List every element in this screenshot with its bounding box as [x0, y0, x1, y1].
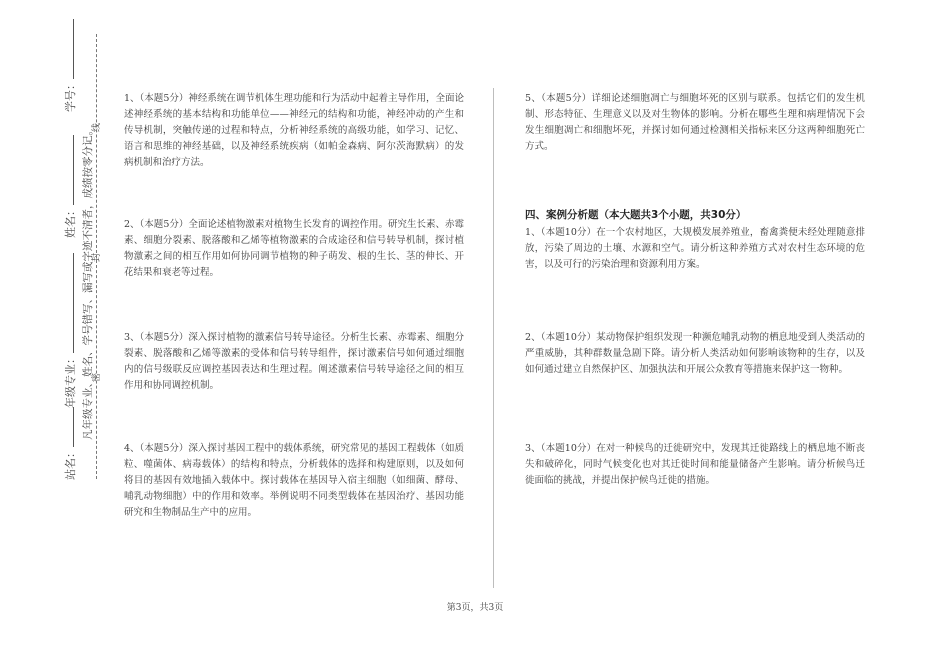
question-2: 2、（本题5分）全面论述植物激素对植物生长发育的调控作用。研究生长素、赤霉素、细胞分裂素、脱落酸和乙烯等植物激素的合成途径和信号转导机制，探讨植物激素之间的相互作用如何协同调节植物的种子萌发、根的生长、茎的伸长、开花结果和衰老等过程。 [124, 219, 464, 278]
case-question-1: 1、（本题10分）在一个农村地区，大规模发展养殖业，畜禽粪便未经处理随意排放，污染了周边的土壤、水源和空气。请分析这种养殖方式对农村生态环境的危害，以及可行的污染治理和资源利用方案。 [525, 227, 865, 270]
name-blank[interactable] [63, 135, 74, 205]
section-heading-case-analysis: 四、案例分析题（本大题共3个小题，共30分） [525, 209, 747, 221]
seal-char-feng: 封 [92, 252, 102, 262]
case-question-2: 2、（本题10分）某动物保护组织发现一种濒危哺乳动物的栖息地受到人类活动的严重威胁，其种群数量急剧下降。请分析人类活动如何影响该物种的生存，以及如何通过建立自然保护区、加强执法和开展公众教育等措施来保护这一物种。 [525, 332, 865, 375]
question-5: 5、（本题5分）详细论述细胞凋亡与细胞坏死的区别与联系。包括它们的发生机制、形态特征、生理意义以及对生物体的影响。分析在哪些生理和病理情况下会发生细胞凋亡和细胞坏死，并探讨如何通过检测相关指标来区分这两种细胞死亡方式。 [525, 93, 865, 152]
page-footer: 第3页，共3页 [446, 603, 504, 613]
student-id-blank[interactable] [63, 19, 74, 79]
student-id-label: 学号： [62, 19, 78, 112]
binding-notice: 凡年级专业、姓名、学号错写、漏写或字迹不清者，成绩按零分记。 [82, 125, 94, 440]
name-label: 姓名： [62, 135, 78, 238]
column-divider [493, 88, 494, 588]
grade-major-blank[interactable] [63, 253, 74, 353]
question-3: 3、（本题5分）深入探讨植物的激素信号转导途径。分析生长素、赤霉素、细胞分裂素、脱落酸和乙烯等激素的受体和信号转导组件，探讨激素信号如何通过细胞内的信号级联反应调控基因表达和生理过程。阐述激素信号转导途径之间的相互作用和协同调控机制。 [124, 332, 464, 391]
seal-dashed-line [96, 34, 97, 479]
exam-site-blank[interactable] [63, 407, 74, 447]
question-4: 4、（本题5分）深入探讨基因工程中的载体系统，研究常见的基因工程载体（如质粒、噬菌体、病毒载体）的结构和特点，分析载体的选择和构建原则，以及如何将目的基因有效地插入载体中。探讨载体在基因导入宿主细胞（如细菌、酵母、哺乳动物细胞）中的作用和效率。举例说明不同类型载体在基因治疗、基因功能研究和生物制品生产中的应用。 [124, 443, 464, 518]
case-question-3: 3、（本题10分）在对一种候鸟的迁徙研究中，发现其迁徙路线上的栖息地不断丧失和破碎化，同时气候变化也对其迁徙时间和能量储备产生影响。请分析候鸟迁徙面临的挑战，并提出保护候鸟迁徙的措施。 [525, 443, 865, 486]
grade-major-label: 年级专业： [62, 253, 78, 408]
seal-char-xian: 线 [92, 122, 102, 132]
exam-site-label: 站名： [62, 407, 78, 480]
question-1: 1、（本题5分）神经系统在调节机体生理功能和行为活动中起着主导作用，全面论述神经系统的基本结构和功能单位——神经元的结构和功能，神经冲动的产生和传导机制，突触传递的过程和特点，分析神经系统的高级功能，如学习、记忆、语言和思维的神经基础，以及神经系统疾病（如帕金森病、阿尔茨海默病）的发病机制和治疗方法。 [124, 93, 464, 168]
seal-char-mi: 密 [92, 372, 102, 382]
